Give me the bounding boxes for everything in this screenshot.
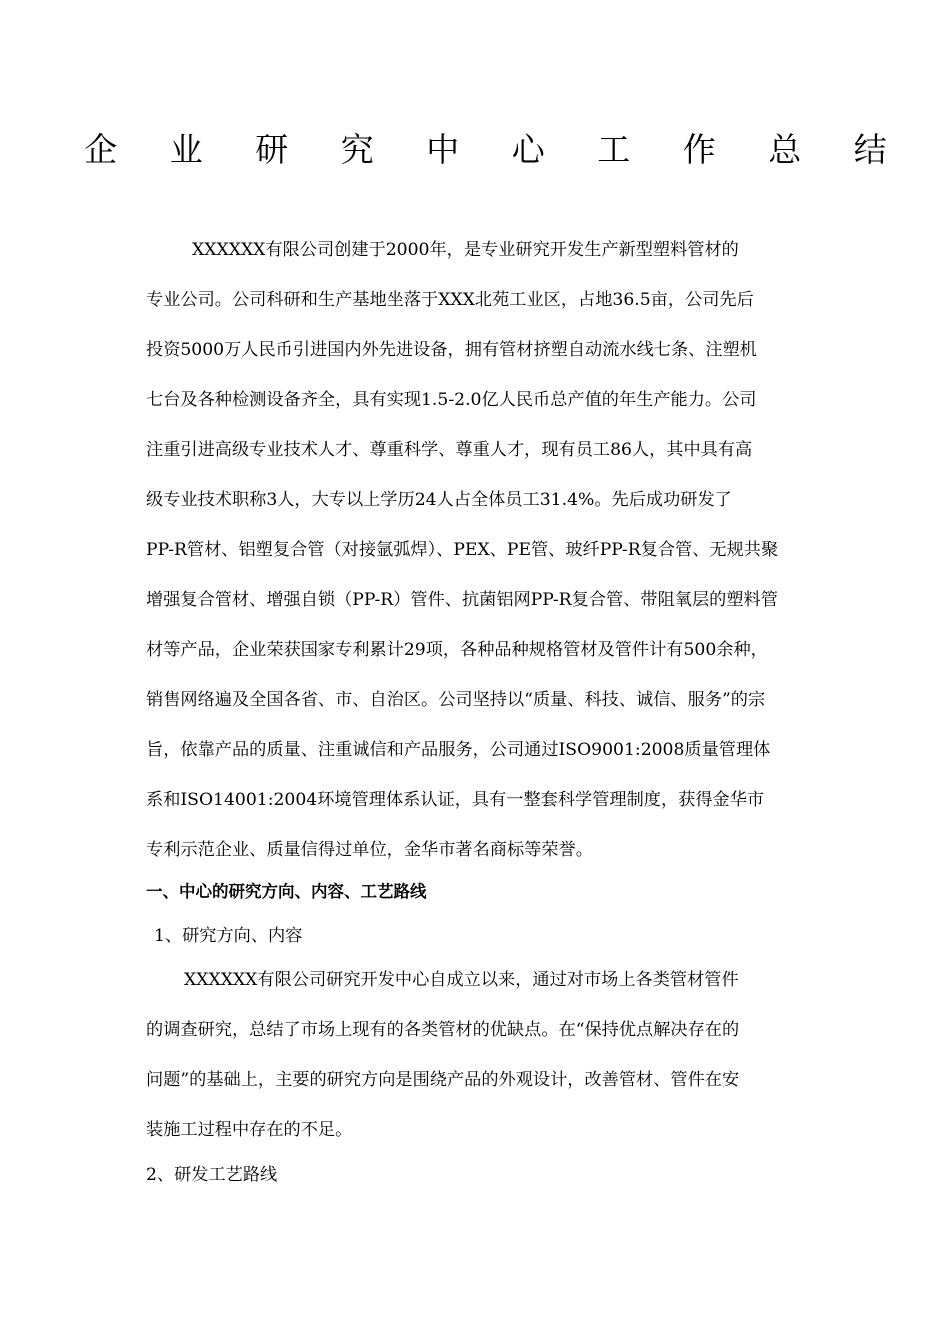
section-heading: 一、中心的研究方向、内容、工艺路线 — [146, 882, 427, 901]
intro-line: 专业公司。公司科研和生产基地坐落于XXX北苑工业区，占地36.5亩，公司先后 — [146, 290, 754, 310]
intro-line: 投资5000万人民币引进国内外先进设备，拥有管材挤塑自动流水线七条、注塑机 — [146, 340, 757, 360]
sub-line: 装施工过程中存在的不足。 — [146, 1120, 353, 1140]
intro-line: 系和ISO14001:2004环境管理体系认证，具有一整套科学管理制度，获得金华市 — [146, 790, 765, 810]
sub-line: 的调查研究，总结了市场上现有的各类管材的优缺点。在“保持优点解决存在的 — [146, 1020, 740, 1040]
subsection-heading: 1、研究方向、内容 — [154, 926, 303, 946]
intro-paragraph — [146, 225, 818, 875]
intro-line: XXXXXX有限公司创建于2000年，是专业研究开发生产新型塑料管材的 — [192, 240, 739, 260]
intro-line: 材等产品，企业荣获国家专利累计29项，各种品种规格管材及管件计有500余种， — [146, 640, 768, 660]
intro-line: 增强复合管材、增强自锁（PP-R）管件、抗菌铝网PP-R复合管、带阻氧层的塑料管 — [146, 590, 778, 610]
intro-line: 级专业技术职称3人，大专以上学历24人占全体员工31.4%。先后成功研发了 — [146, 490, 732, 510]
intro-line: PP-R管材、铝塑复合管（对接氩弧焊）、PEX、PE管、玻纤PP-R复合管、无规共聚 — [146, 540, 779, 560]
sub-line: 问题”的基础上，主要的研究方向是围绕产品的外观设计，改善管材、管件在安 — [146, 1070, 740, 1090]
document-title: 企 业 研 究 中 心 工 作 总 结 — [84, 130, 908, 169]
intro-line: 七台及各种检测设备齐全，具有实现1.5-2.0亿人民币总产值的年生产能力。公司 — [146, 390, 757, 410]
intro-line: 销售网络遍及全国各省、市、自治区。公司坚持以“质量、科技、诚信、服务”的宗 — [146, 690, 766, 710]
subsection-paragraph — [146, 955, 818, 1155]
subsection-heading: 2、研发工艺路线 — [146, 1165, 278, 1185]
intro-line: 专利示范企业、质量信得过单位，金华市著名商标等荣誉。 — [146, 840, 593, 860]
intro-line: 旨，依靠产品的质量、注重诚信和产品服务，公司通过ISO9001:2008质量管理体 — [146, 740, 771, 760]
intro-line: 注重引进高级专业技术人才、尊重科学、尊重人才，现有员工86人，其中具有高 — [146, 440, 753, 460]
sub-line: XXXXXX有限公司研究开发中心自成立以来，通过对市场上各类管材管件 — [184, 970, 739, 990]
